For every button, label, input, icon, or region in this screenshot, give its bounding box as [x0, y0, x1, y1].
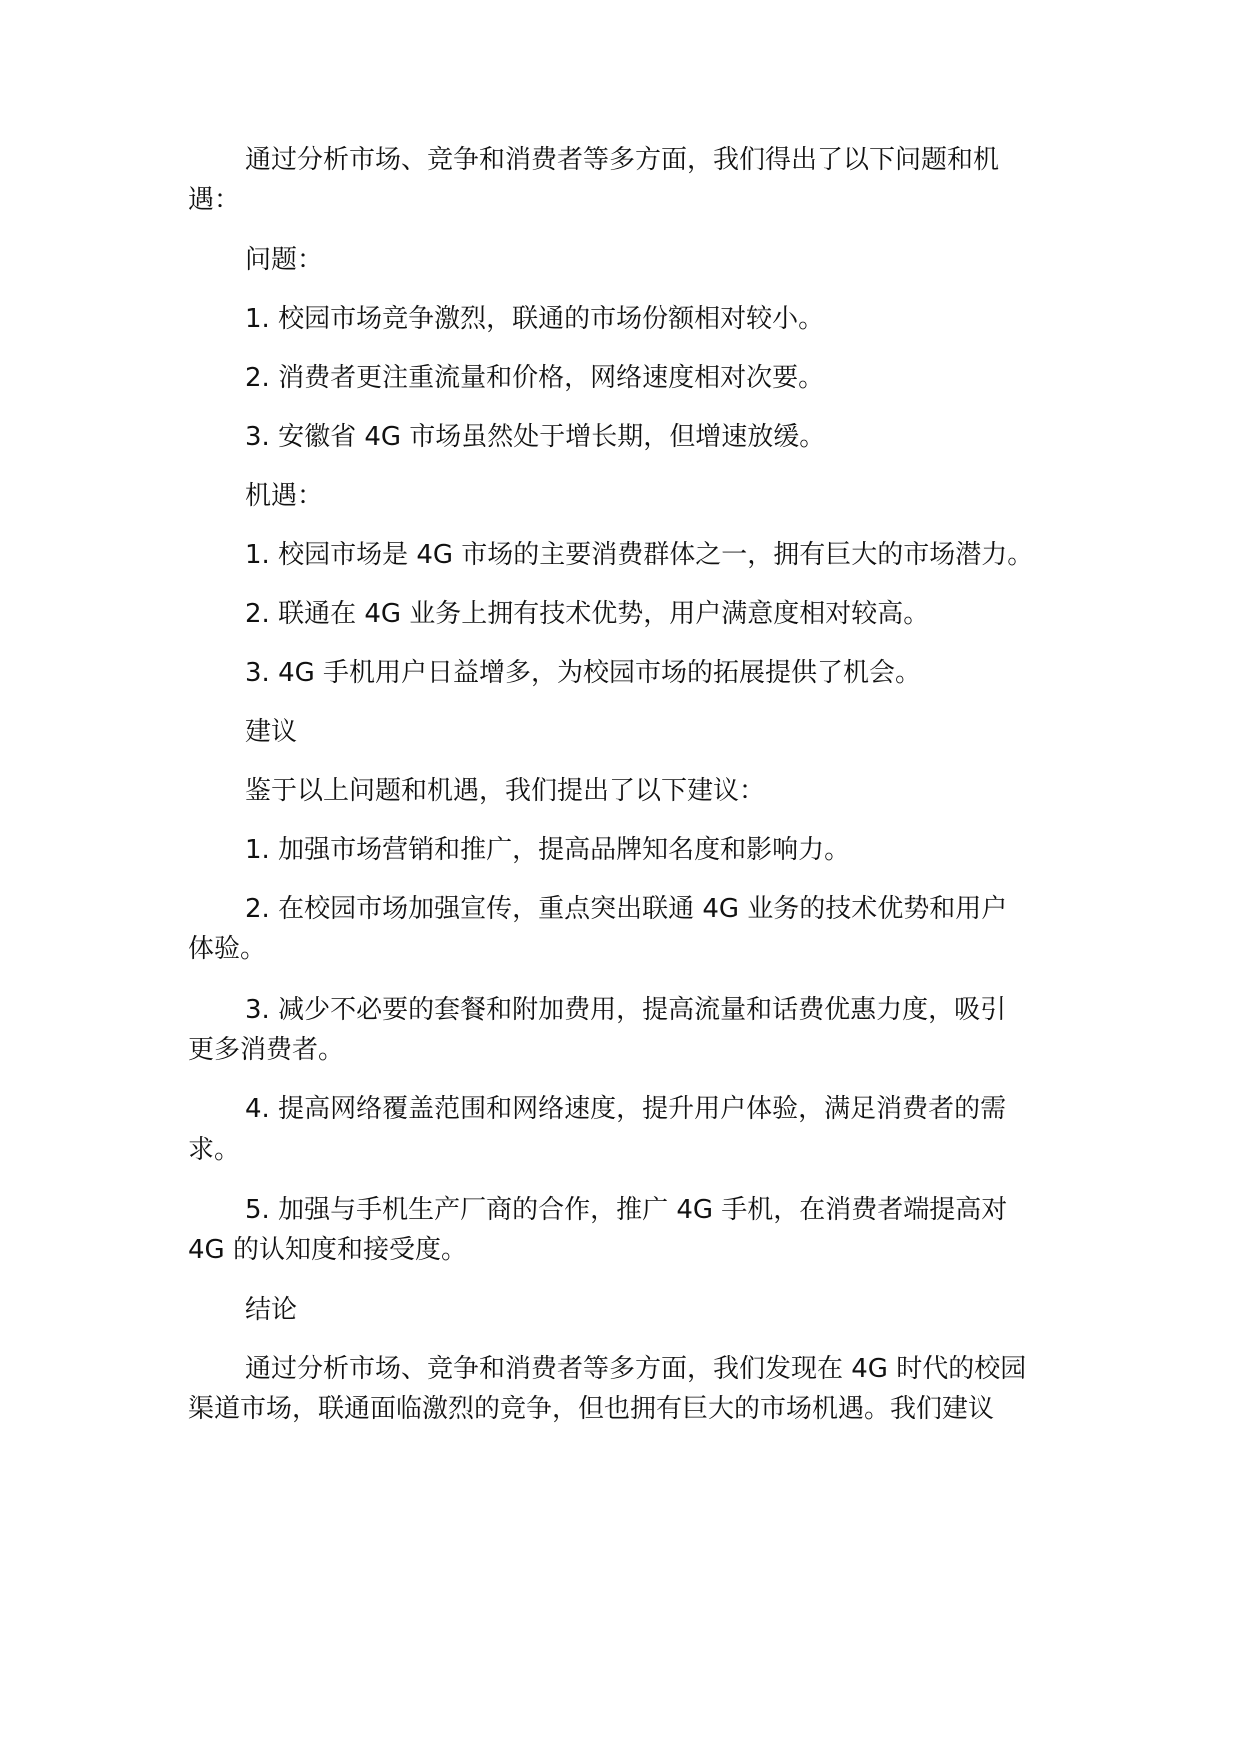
suggestion-item-3-line-2: 更多消费者。 — [188, 1035, 345, 1065]
suggestion-item-3-line-1: 3. 减少不必要的套餐和附加费用，提高流量和话费优惠力度，吸引 — [245, 995, 1007, 1025]
opportunities-heading: 机遇： — [245, 481, 324, 511]
opportunity-item-3: 3. 4G 手机用户日益增多，为校园市场的拓展提供了机会。 — [245, 658, 922, 688]
problem-item-1: 1. 校园市场竞争激烈，联通的市场份额相对较小。 — [245, 304, 825, 334]
problem-item-3: 3. 安徽省 4G 市场虽然处于增长期，但增速放缓。 — [245, 422, 826, 452]
suggestion-item-5-line-1: 5. 加强与手机生产厂商的合作，推广 4G 手机，在消费者端提高对 — [245, 1195, 1008, 1225]
suggestion-item-2-line-2: 体验。 — [188, 934, 267, 964]
suggestion-item-4-line-1: 4. 提高网络覆盖范围和网络速度，提升用户体验，满足消费者的需 — [245, 1094, 1007, 1124]
conclusion-line-2: 渠道市场，联通面临激烈的竞争，但也拥有巨大的市场机遇。我们建议 — [188, 1394, 995, 1424]
conclusion-line-1: 通过分析市场、竞争和消费者等多方面，我们发现在 4G 时代的校园 — [245, 1354, 1027, 1384]
opportunity-item-2: 2. 联通在 4G 业务上拥有技术优势，用户满意度相对较高。 — [245, 599, 930, 629]
suggestions-heading: 建议 — [245, 717, 298, 747]
suggestion-item-1: 1. 加强市场营销和推广，提高品牌知名度和影响力。 — [245, 835, 851, 865]
problem-item-2: 2. 消费者更注重流量和价格，网络速度相对次要。 — [245, 363, 825, 393]
suggestion-item-2-line-1: 2. 在校园市场加强宣传，重点突出联通 4G 业务的技术优势和用户 — [245, 894, 1008, 924]
suggestion-item-5-line-2: 4G 的认知度和接受度。 — [188, 1235, 467, 1265]
opportunity-item-1: 1. 校园市场是 4G 市场的主要消费群体之一，拥有巨大的市场潜力。 — [245, 540, 1034, 570]
suggestion-item-4-line-2: 求。 — [188, 1135, 241, 1165]
conclusion-heading: 结论 — [245, 1295, 298, 1325]
intro-line-1: 通过分析市场、竞争和消费者等多方面，我们得出了以下问题和机 — [245, 145, 1000, 175]
suggestions-lead: 鉴于以上问题和机遇，我们提出了以下建议： — [245, 776, 766, 806]
intro-line-2: 遇： — [188, 185, 241, 215]
problems-heading: 问题： — [245, 245, 324, 275]
